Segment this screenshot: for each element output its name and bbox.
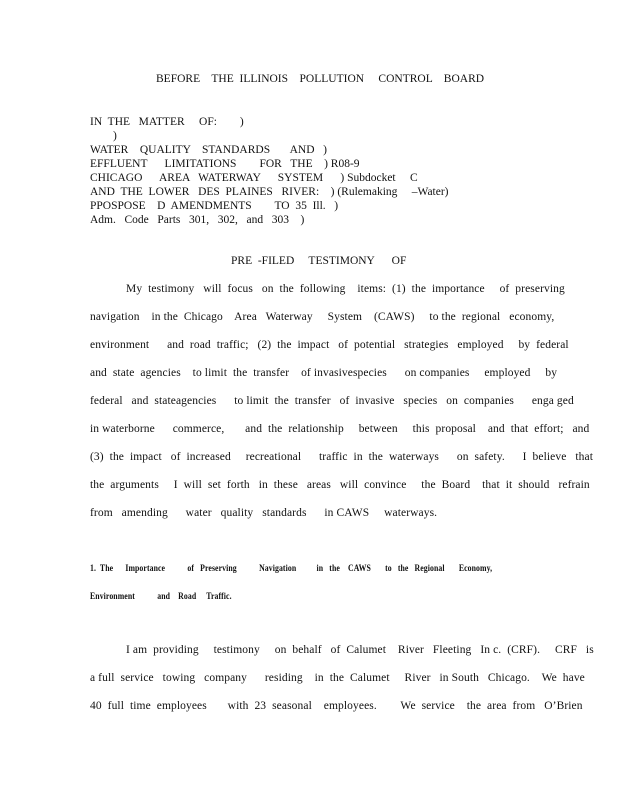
paragraph-line: the arguments I will set forth in these areas will convince the Board that it should refrain	[90, 479, 590, 491]
paragraph-line: I am providing testimony on behalf of Calumet River Fleeting In c. (CRF). CRF is	[126, 644, 594, 656]
caption-line: EFFLUENT LIMITATIONS FOR THE ) R08-9	[90, 158, 360, 170]
paragraph-line: in waterborne commerce, and the relationship between this proposal and that effort; and	[90, 423, 590, 435]
paragraph-line: 40 full time employees with 23 seasonal employees. We service the area from O’Brien	[90, 700, 583, 712]
paragraph-line: (3) the impact of increased recreational traffic in the waterways on safety. I believe that	[90, 451, 593, 463]
section-heading-line: Environment and Road Traffic.	[90, 592, 232, 602]
section-heading-line: 1. The Importance of Preserving Navigation in the CAWS to the Regional Economy,	[90, 564, 493, 574]
caption-line: IN THE MATTER OF: )	[90, 116, 244, 128]
caption-line: AND THE LOWER DES PLAINES RIVER: ) (Rulemaking –Water)	[90, 186, 449, 198]
caption-line: )	[90, 130, 117, 142]
paragraph-line: environment and road traffic; (2) the impact of potential strategies employed by federal	[90, 339, 569, 351]
caption-line: CHICAGO AREA WATERWAY SYSTEM ) Subdocket C	[90, 172, 418, 184]
paragraph-line: My testimony will focus on the following items: (1) the importance of preserving	[126, 283, 565, 295]
paragraph-line: a full service towing company residing in the Calumet River in South Chicago. We have	[90, 672, 585, 684]
caption-line: Adm. Code Parts 301, 302, and 303 )	[90, 214, 305, 226]
paragraph-line: navigation in the Chicago Area Waterway System (CAWS) to the regional economy,	[90, 311, 555, 323]
testimony-title: PRE -FILED TESTIMONY OF	[231, 255, 407, 267]
paragraph-line: federal and stateagencies to limit the transfer of invasive species on companies enga ged	[90, 395, 574, 407]
paragraph-line: from amending water quality standards in CAWS waterways.	[90, 507, 438, 519]
paragraph-line: and state agencies to limit the transfer of invasivespecies on companies employed by	[90, 367, 558, 379]
caption-line: WATER QUALITY STANDARDS AND )	[90, 144, 327, 156]
document-header: BEFORE THE ILLINOIS POLLUTION CONTROL BOARD	[156, 73, 485, 85]
caption-line: PPOSPOSE D AMENDMENTS TO 35 Ill. )	[90, 200, 339, 212]
